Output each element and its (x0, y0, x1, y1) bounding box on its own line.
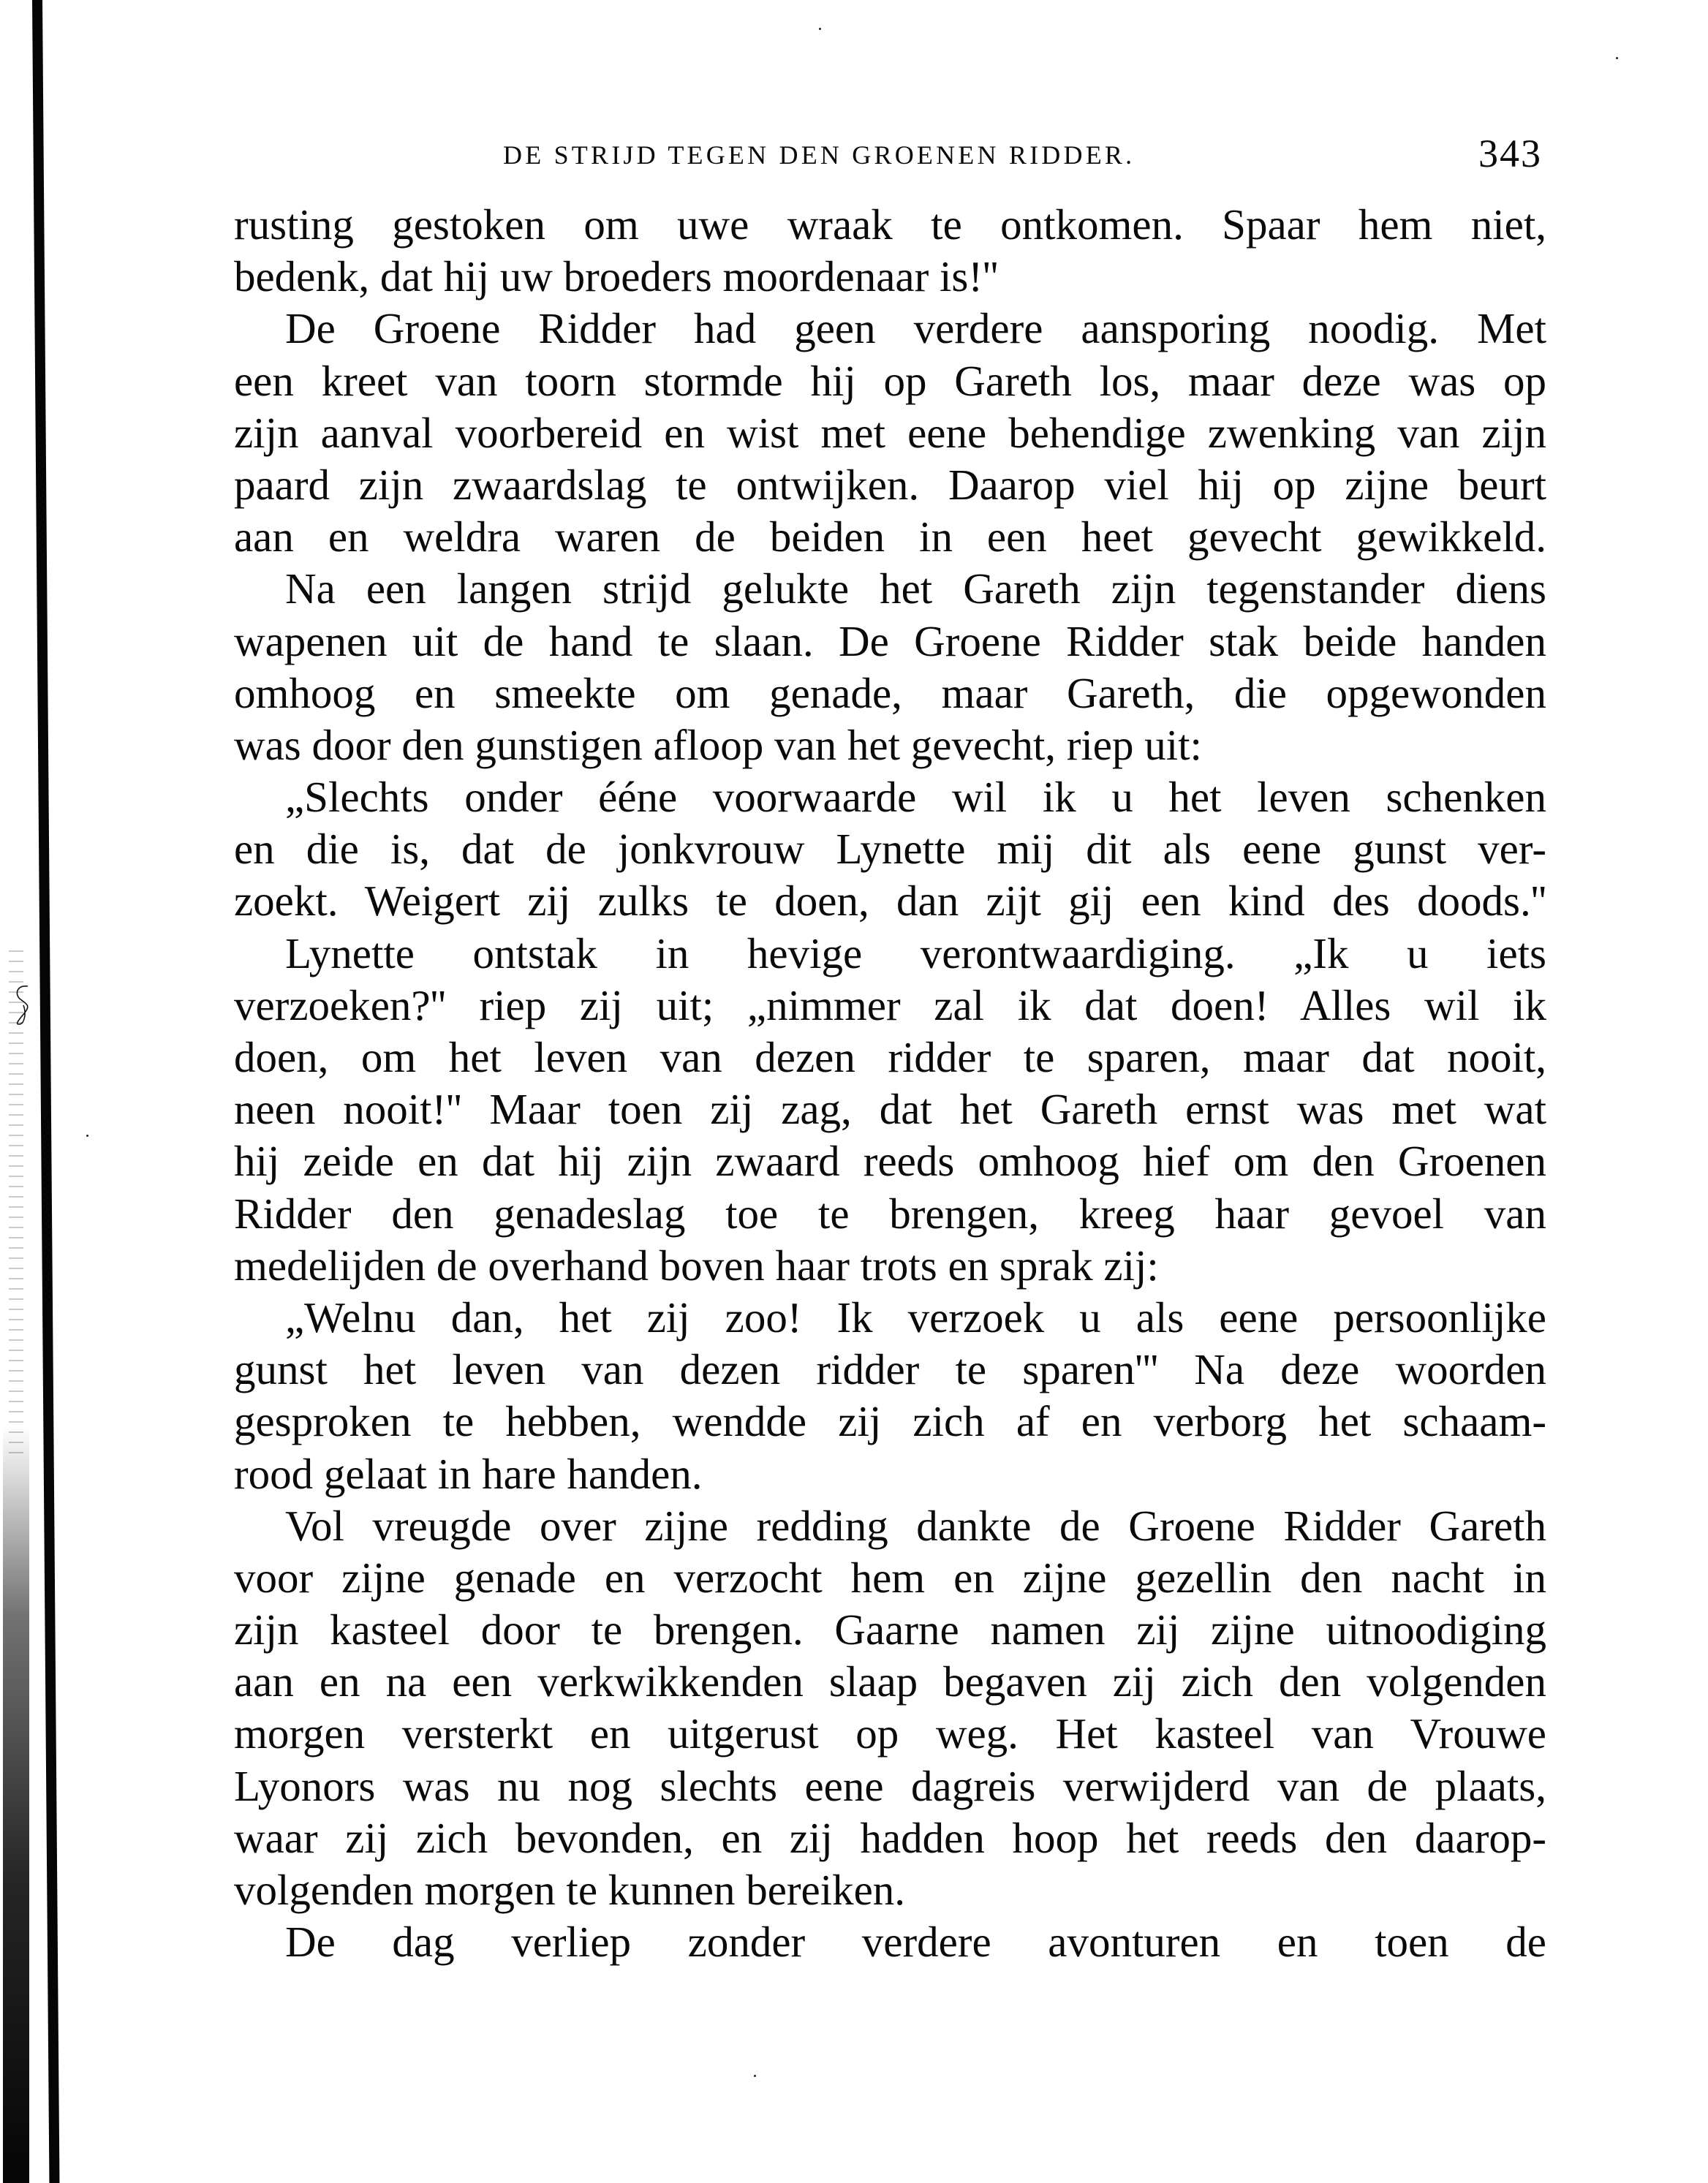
text-line: Ridder den genadeslag toe te brengen, kreeg haar gevoel van (234, 1189, 1546, 1238)
scan-binding-edge (32, 0, 59, 2183)
text-line: De dag verliep zonder verdere avonturen en toen de (285, 1918, 1546, 1967)
paragraph (234, 771, 1546, 928)
paragraph (234, 1916, 1546, 1968)
text-line: een kreet van toorn stormde hij op Gareth los, maar deze was op (234, 356, 1546, 405)
text-line: paard zijn zwaardslag te ontwijken. Daarop viel hij op zijne beurt (234, 460, 1546, 509)
text-line: Lyonors was nu nog slechts eene dagreis verwijderd van de plaats, (234, 1761, 1546, 1810)
text-line: waar zij zich bevonden, en zij hadden hoop het reeds den daarop- (234, 1813, 1546, 1862)
text-line: omhoog en smeekte om genade, maar Gareth, die opgewonden (234, 668, 1546, 717)
text-line: was door den gunstigen afloop van het gevecht, riep uit: (234, 720, 1202, 769)
text-line: „Welnu dan, het zij zoo! Ik verzoek u als eene persoonlijke (285, 1293, 1546, 1342)
body-text (234, 199, 1546, 1968)
scan-noise (9, 950, 23, 1462)
text-line: volgenden morgen te kunnen bereiken. (234, 1866, 906, 1914)
scan-speck (86, 1135, 88, 1137)
text-line: wapenen uit de hand te slaan. De Groene Ridder stak beide handen (234, 616, 1546, 665)
text-line: rusting gestoken om uwe wraak te ontkomen. Spaar hem niet, (234, 200, 1546, 249)
text-line: neen nooit!'' Maar toen zij zag, dat het Gareth ernst was met wat (234, 1085, 1546, 1134)
text-line: zijn kasteel door te brengen. Gaarne namen zij zijne uitnoodiging (234, 1605, 1546, 1654)
text-line: doen, om het leven van dezen ridder te sparen, maar dat nooit, (234, 1033, 1546, 1081)
text-line: bedenk, dat hij uw broeders moordenaar is!'' (234, 252, 999, 301)
scan-speck (1616, 57, 1618, 59)
text-line: en die is, dat de jonkvrouw Lynette mij dit als eene gunst ver- (234, 825, 1546, 874)
text-line: medelijden de overhand boven haar trots en sprak zij: (234, 1241, 1159, 1290)
text-line: „Slechts onder ééne voorwaarde wil ik u het leven schenken (285, 773, 1546, 822)
text-line: Lynette ontstak in hevige verontwaardiging. „Ik u iets (285, 928, 1546, 977)
scan-speck (754, 2075, 756, 2077)
page-number: 343 (1478, 132, 1542, 175)
paragraph (234, 199, 1546, 303)
text-line: Vol vreugde over zijne redding dankte de Groene Ridder Gareth (285, 1501, 1546, 1550)
scan-binding-shadow (3, 1426, 29, 2183)
handwritten-margin-mark-icon (12, 983, 34, 1027)
text-line: zijn aanval voorbereid en wist met eene behendige zwenking van zijn (234, 408, 1546, 457)
text-line: rood gelaat in hare handen. (234, 1449, 703, 1498)
paragraph (234, 1292, 1546, 1500)
text-line: verzoeken?'' riep zij uit; „nimmer zal ik dat doen! Alles wil ik (234, 980, 1546, 1029)
text-line: gesproken te hebben, wendde zij zich af en verborg het schaam- (234, 1397, 1546, 1446)
text-line: gunst het leven van dezen ridder te sparen''' Na deze woorden (234, 1345, 1546, 1394)
text-line: zoekt. Weigert zij zulks te doen, dan zijt gij een kind des doods.'' (234, 877, 1546, 926)
text-line: aan en weldra waren de beiden in een heet gevecht gewikkeld. (234, 512, 1546, 561)
paragraph (234, 1500, 1546, 1917)
text-line: aan en na een verkwikkenden slaap begaven zij zich den volgenden (234, 1657, 1546, 1706)
text-line: morgen versterkt en uitgerust op weg. Het kasteel van Vrouwe (234, 1709, 1546, 1758)
paragraph (234, 563, 1546, 771)
paragraph (234, 928, 1546, 1292)
text-line: voor zijne genade en verzocht hem en zijne gezellin den nacht in (234, 1553, 1546, 1602)
text-line: hij zeide en dat hij zijn zwaard reeds omhoog hief om den Groenen (234, 1137, 1546, 1186)
scan-speck (819, 28, 821, 30)
text-line: De Groene Ridder had geen verdere aansporing noodig. Met (285, 304, 1546, 353)
paragraph (234, 303, 1546, 563)
text-line: Na een langen strijd gelukte het Gareth zijn tegenstander diens (285, 564, 1546, 613)
running-head: DE STRIJD TEGEN DEN GROENEN RIDDER. (503, 140, 1135, 170)
